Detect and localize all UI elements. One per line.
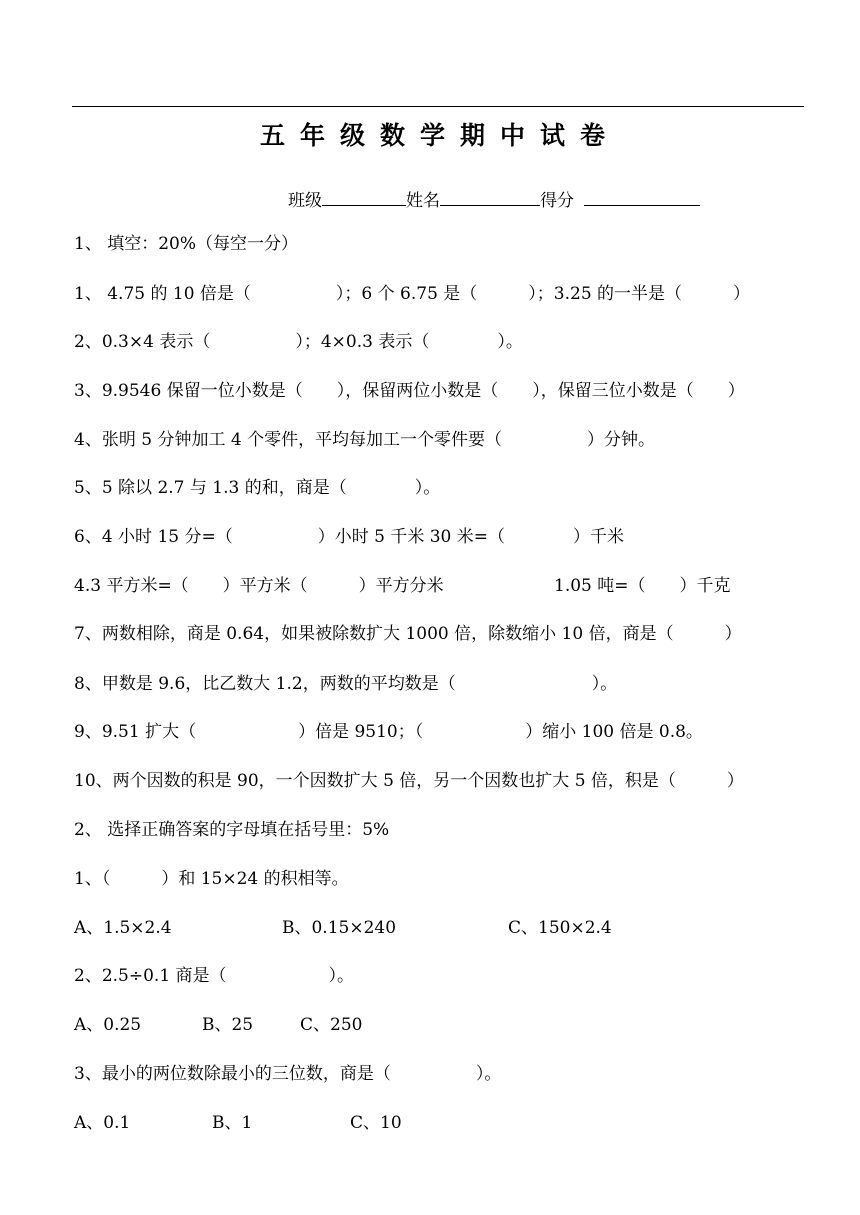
- score-blank[interactable]: [584, 187, 700, 206]
- choice-2-option-a: A、0.25: [74, 1015, 142, 1035]
- choice-question-3: 3、最小的两位数除最小的三位数，商是（ ）。: [74, 1064, 502, 1084]
- fill-question-3: 3、9.9546 保留一位小数是（ ），保留两位小数是（ ），保留三位小数是（ ）: [74, 381, 745, 401]
- student-info-line: [288, 186, 700, 211]
- class-blank[interactable]: [322, 187, 406, 206]
- choice-question-1: 1、（ ）和 15×24 的积相等。: [74, 869, 349, 889]
- fill-question-4: 4、张明 5 分钟加工 4 个零件，平均每加工一个零件要（ ）分钟。: [74, 430, 656, 450]
- choice-2-option-c: C、250: [300, 1015, 363, 1035]
- fill-question-10: 10、两个因数的积是 90，一个因数扩大 5 倍，另一个因数也扩大 5 倍，积是（ ）: [74, 771, 744, 791]
- choice-2-option-b: B、25: [202, 1015, 254, 1035]
- fill-question-5: 5、5 除以 2.7 与 1.3 的和，商是（ ）。: [74, 478, 441, 498]
- name-blank[interactable]: [440, 187, 540, 206]
- fill-question-2: 2、0.3×4 表示（ ）；4×0.3 表示（ ）。: [74, 332, 523, 352]
- choice-3-option-b: B、1: [212, 1113, 253, 1133]
- fill-question-7: 7、两数相除，商是 0.64，如果被除数扩大 1000 倍，除数缩小 10 倍，商是（ ）: [74, 624, 742, 644]
- name-label: 姓名: [406, 191, 440, 211]
- choice-1-option-a: A、1.5×2.4: [74, 918, 172, 938]
- score-label: 得分: [540, 191, 574, 211]
- fill-question-9: 9、9.51 扩大（ ）倍是 9510；（ ）缩小 100 倍是 0.8。: [74, 722, 703, 742]
- choice-question-2: 2、2.5÷0.1 商是（ ）。: [74, 966, 355, 986]
- choice-1-option-b: B、0.15×240: [282, 918, 397, 938]
- choice-3-option-c: C、10: [350, 1113, 402, 1133]
- section-1-heading: 1、 填空：20%（每空一分）: [74, 234, 299, 254]
- fill-question-6: 6、4 小时 15 分=（ ）小时 5 千米 30 米=（ ）千米: [74, 527, 625, 547]
- fill-question-6-area: 4.3 平方米=（ ）平方米（ ）平方分米: [74, 576, 444, 596]
- fill-question-1: 1、 4.75 的 10 倍是（ ）；6 个 6.75 是（ ）；3.25 的一半是（ ）: [74, 284, 751, 304]
- choice-1-option-c: C、150×2.4: [508, 918, 612, 938]
- fill-question-6-weight: 1.05 吨=（ ）千克: [554, 576, 731, 596]
- fill-question-8: 8、甲数是 9.6，比乙数大 1.2，两数的平均数是（ ）。: [74, 674, 618, 694]
- page-title: 五年级数学期中试卷: [259, 121, 620, 150]
- choice-3-option-a: A、0.1: [74, 1113, 131, 1133]
- top-rule: [72, 106, 804, 107]
- section-2-heading: 2、 选择正确答案的字母填在括号里：5%: [74, 820, 390, 840]
- class-label: 班级: [288, 191, 322, 211]
